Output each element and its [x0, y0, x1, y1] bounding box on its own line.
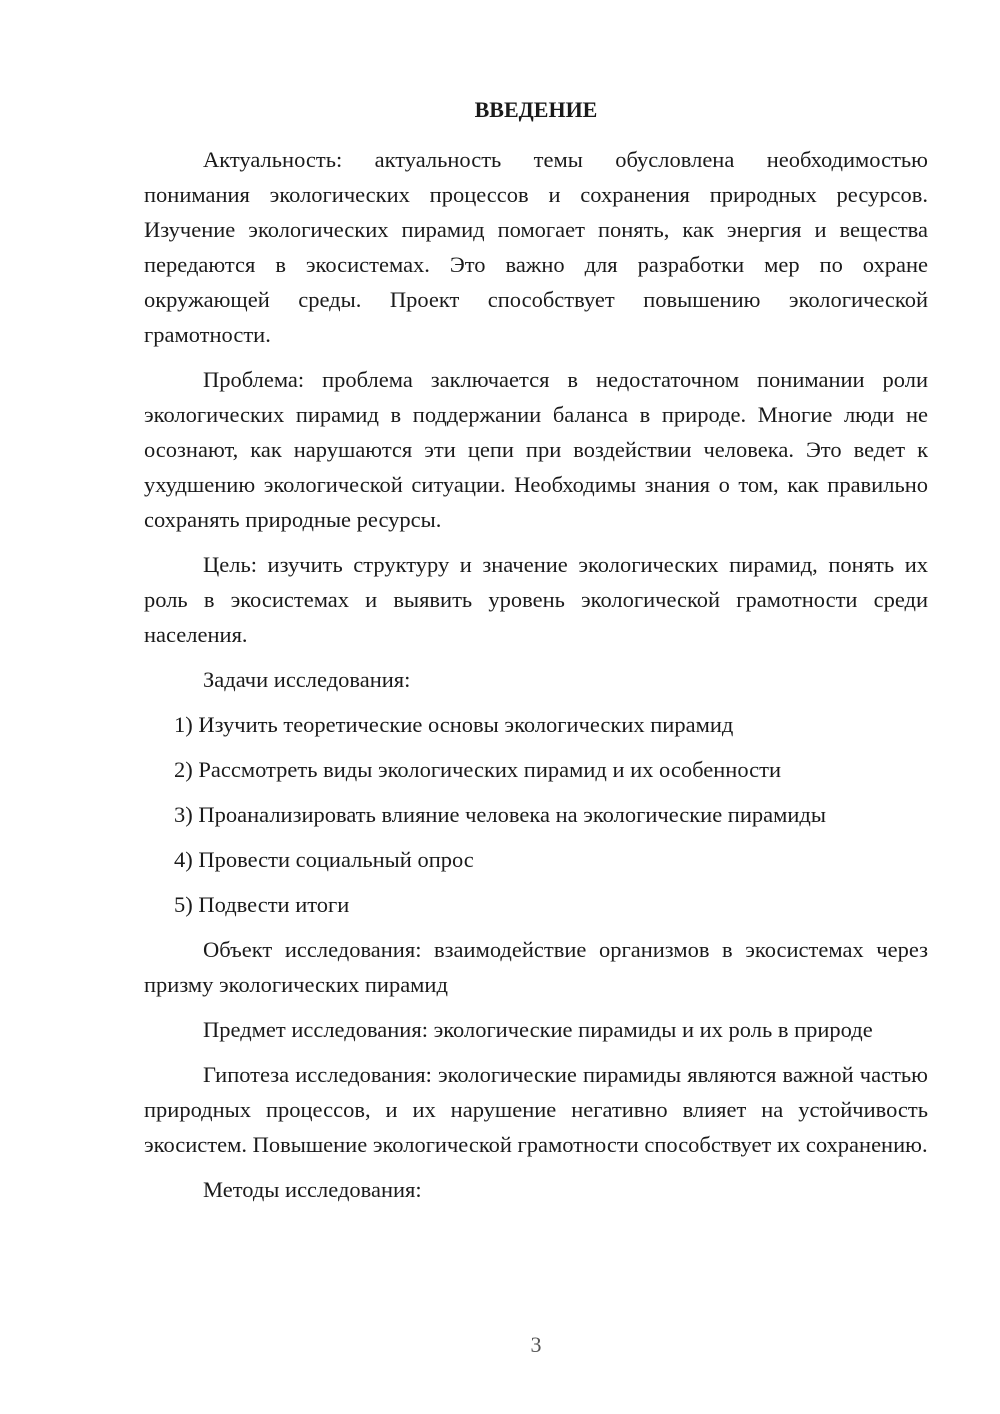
- paragraph-object: Объект исследования: взаимодействие организмов в экосистемах через призму экологических пирамид: [144, 937, 928, 997]
- paragraph-problem: Проблема: проблема заключается в недостаточном понимании роли экологических пирамид в поддержании баланса в природе. Многие люди не осознают, как нарушаются эти цепи при воздействии человека. Это ведет к ухудшению экологической ситуации. Необходимы знания о том, как правильно сохранять природные ресурсы.: [144, 367, 928, 532]
- list-item: 5) Подвести итоги: [174, 892, 350, 917]
- paragraph-subject: Предмет исследования: экологические пирамиды и их роль в природе: [203, 1017, 873, 1042]
- paragraph-relevance: Актуальность: актуальность темы обусловлена необходимостью понимания экологических процессов и сохранения природных ресурсов. Изучение экологических пирамид помогает понять, как энергия и вещества передаются в экосистемах. Это важно для разработки мер по охране окружающей среды. Проект способствует повышению экологической грамотности.: [144, 147, 928, 347]
- paragraph-goal: Цель: изучить структуру и значение экологических пирамид, понять их роль в экосистемах и выявить уровень экологической грамотности среди населения.: [144, 552, 928, 647]
- page-title: ВВЕДЕНИЕ: [474, 97, 598, 122]
- page-number: 3: [530, 1332, 542, 1357]
- tasks-list: [144, 707, 928, 922]
- list-item: 1) Изучить теоретические основы экологических пирамид: [174, 712, 734, 737]
- methods-heading: Методы исследования:: [203, 1177, 422, 1202]
- paragraph-hypothesis: Гипотеза исследования: экологические пирамиды являются важной частью природных процессов, и их нарушение негативно влияет на устойчивость экосистем. Повышение экологической грамотности способствует их сохранению.: [144, 1062, 928, 1157]
- list-item: 4) Провести социальный опрос: [174, 847, 474, 872]
- tasks-heading: Задачи исследования:: [203, 667, 411, 692]
- document-page: [144, 94, 928, 1217]
- list-item: 2) Рассмотреть виды экологических пирамид и их особенности: [174, 757, 781, 782]
- list-item: 3) Проанализировать влияние человека на экологические пирамиды: [174, 802, 826, 827]
